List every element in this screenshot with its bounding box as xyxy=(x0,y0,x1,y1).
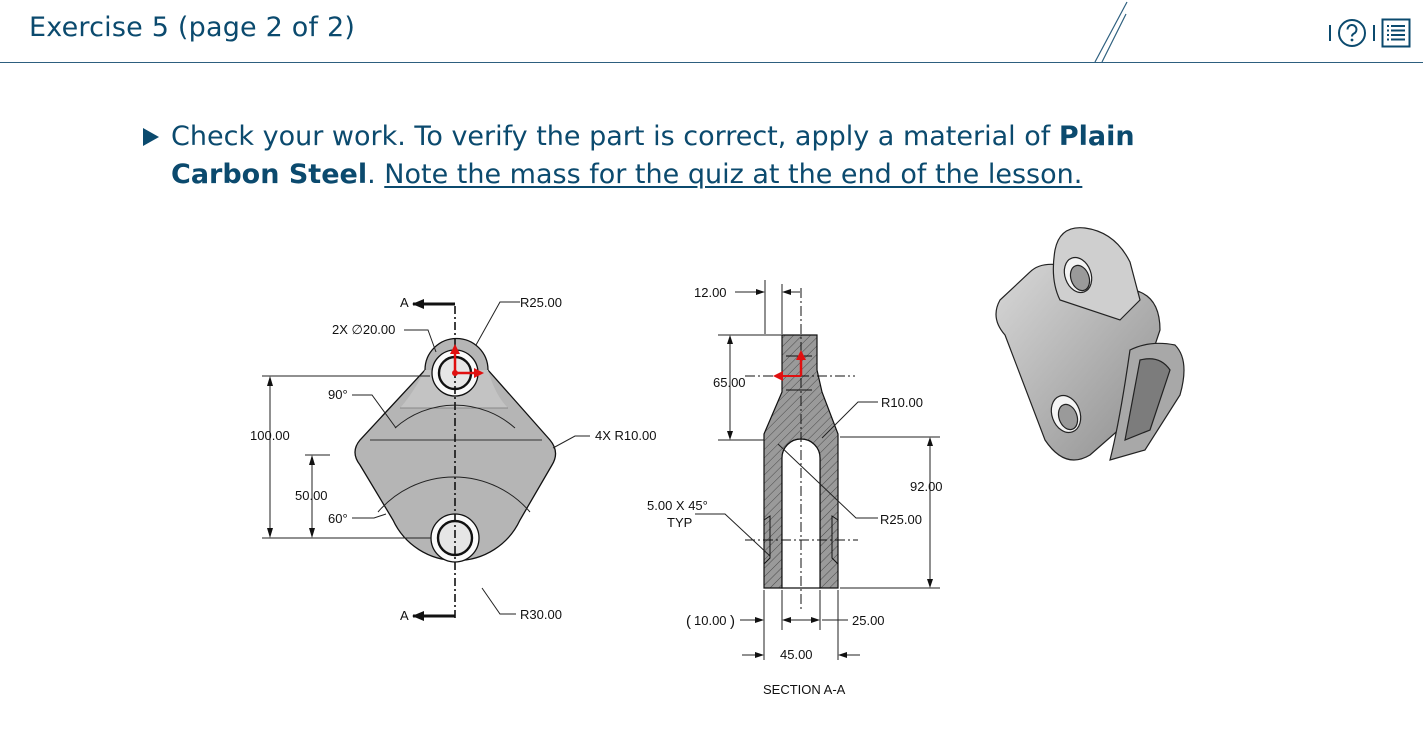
dim-r-bottom: R30.00 xyxy=(520,607,562,622)
dim-hole-dia: 2X ∅20.00 xyxy=(332,322,396,337)
material-name: Plain Carbon Steel xyxy=(171,121,1135,190)
dim-height-half: 50.00 xyxy=(295,488,328,503)
dim-angle-bottom: 60° xyxy=(328,511,348,526)
isometric-view xyxy=(996,228,1184,460)
dim-ref-paren-close: ) xyxy=(730,613,735,630)
page-title: Exercise 5 (page 2 of 2) xyxy=(29,12,356,43)
dim-chamfer-typ: TYP xyxy=(667,515,693,530)
section-marker-top: A xyxy=(400,295,409,310)
dim-chamfer: 5.00 X 45° xyxy=(647,498,708,513)
dim-r-slot: R25.00 xyxy=(880,512,922,527)
dim-r-top: R25.00 xyxy=(520,295,562,310)
mass-note: Note the mass for the quiz at the end of the lesson. xyxy=(384,159,1083,190)
instruction-period: . xyxy=(367,159,385,190)
dim-overall-width: 45.00 xyxy=(780,647,813,662)
dim-height-total: 100.00 xyxy=(250,428,290,443)
section-marker-bottom: A xyxy=(400,608,409,623)
front-view xyxy=(250,295,656,623)
dim-height-top: 65.00 xyxy=(713,375,746,390)
dim-height-slot: 92.00 xyxy=(910,479,943,494)
section-label: SECTION A-A xyxy=(763,682,846,697)
dim-r-inner: R10.00 xyxy=(881,395,923,410)
section-view xyxy=(647,280,943,697)
dim-fillets: 4X R10.00 xyxy=(595,428,657,443)
dim-ref-width: 10.00 xyxy=(694,613,727,628)
instruction-lead: Check your work. To verify the part is correct, apply a material of xyxy=(171,121,1059,152)
dim-ref-paren-open: ( xyxy=(686,613,691,630)
dim-angle-top: 90° xyxy=(328,387,348,402)
dim-width-top: 12.00 xyxy=(694,285,727,300)
dim-slot-width: 25.00 xyxy=(852,613,885,628)
